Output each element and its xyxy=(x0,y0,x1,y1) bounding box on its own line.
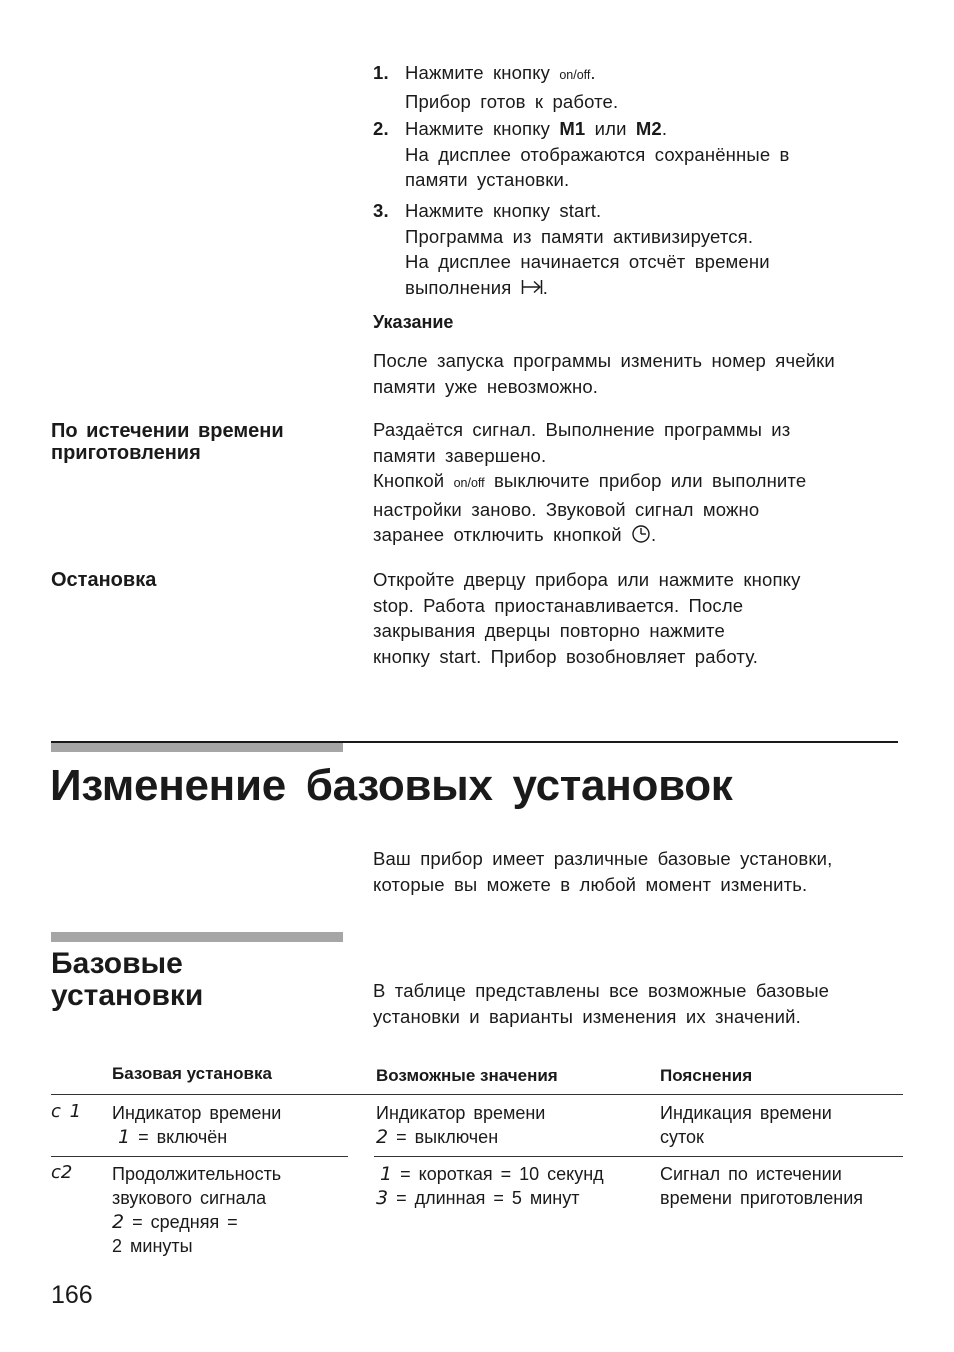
setting-cell xyxy=(112,1101,281,1149)
on-off-button-label: on/off xyxy=(453,476,485,490)
page-number: 166 xyxy=(51,1281,93,1309)
cell-line: звукового сигнала xyxy=(112,1188,267,1208)
cell-line: Индикация времени xyxy=(660,1103,832,1123)
paragraph-line xyxy=(373,468,913,497)
paragraph-text: . xyxy=(651,524,657,545)
column-header-setting: Базовая установка xyxy=(112,1064,272,1083)
value-code: 2 xyxy=(376,1126,389,1148)
after-time-heading xyxy=(51,420,284,464)
section-gray-bar xyxy=(51,742,343,752)
cell-text: = длинная = 5 минут xyxy=(396,1188,580,1208)
step-text: Нажмите кнопку xyxy=(405,62,551,83)
step-text: или xyxy=(594,118,627,139)
paragraph-line: кнопку start. Прибор возобновляет работу. xyxy=(373,645,759,667)
title-line: установки xyxy=(51,979,204,1012)
note-line: памяти уже невозможно. xyxy=(373,375,599,397)
section-title: Изменение базовых установок xyxy=(50,761,733,810)
explanation-cell xyxy=(660,1162,863,1210)
paragraph-line: установки и варианты изменения их значений. xyxy=(373,1005,801,1027)
paragraph-line: настройки заново. Звуковой сигнал можно xyxy=(373,498,760,520)
step-number: 1. xyxy=(373,62,389,83)
cell-line: суток xyxy=(660,1127,704,1147)
value-code: 3 xyxy=(376,1187,389,1209)
heading-line: приготовления xyxy=(51,442,201,464)
cell-text: = короткая = 10 секунд xyxy=(400,1164,604,1184)
paragraph-line: Откройте дверцу прибора или нажмите кнопку xyxy=(373,569,801,590)
step-line xyxy=(405,60,875,89)
cell-line xyxy=(112,1125,281,1149)
paragraph-line: stop. Работа приостанавливается. После xyxy=(373,594,744,616)
setting-code: c2 xyxy=(51,1162,73,1183)
end-time-icon xyxy=(521,277,543,303)
m2-button-label: M2 xyxy=(635,118,662,139)
paragraph-line xyxy=(373,522,913,551)
cell-line: времени приготовления xyxy=(660,1188,864,1208)
note-text xyxy=(373,348,913,399)
intro-text xyxy=(373,846,913,897)
step-line xyxy=(405,275,875,303)
setting-cell xyxy=(112,1162,281,1258)
step-line: Программа из памяти активизируется. xyxy=(405,225,754,247)
paragraph-line: Ваш прибор имеет различные базовые установки, xyxy=(373,848,833,869)
cell-line xyxy=(376,1125,545,1149)
column-header-explanation: Пояснения xyxy=(660,1066,753,1085)
subsection-text xyxy=(373,978,913,1029)
cell-line: 2 минуты xyxy=(112,1236,193,1256)
value-code: 2 xyxy=(112,1211,125,1233)
step-number: 2. xyxy=(373,118,389,139)
step-line xyxy=(405,116,875,142)
table-rule xyxy=(51,1094,903,1095)
subsection-gray-bar xyxy=(51,932,343,942)
explanation-cell xyxy=(660,1101,832,1149)
subsection-title xyxy=(51,948,203,1012)
paragraph-text: выключите прибор или выполните xyxy=(493,470,807,491)
setting-code: c 1 xyxy=(51,1101,82,1122)
cell-text: = средняя = xyxy=(132,1212,238,1232)
column-header-values: Возможные значения xyxy=(376,1066,558,1085)
paragraph-line: Раздаётся сигнал. Выполнение программы из xyxy=(373,419,791,440)
step-line: Прибор готов к работе. xyxy=(405,90,619,112)
table-rule xyxy=(51,1156,348,1157)
step-text: Нажмите кнопку xyxy=(405,118,551,139)
note-line: После запуска программы изменить номер ячейки xyxy=(373,350,835,371)
values-cell xyxy=(376,1162,604,1210)
paragraph-line: В таблице представлены все возможные базовые xyxy=(373,980,830,1001)
m1-button-label: M1 xyxy=(559,118,586,139)
step-text: . xyxy=(661,118,668,139)
after-time-text xyxy=(373,417,913,551)
step-text: выполнения xyxy=(405,276,512,298)
cell-line xyxy=(376,1186,604,1210)
step-text: . xyxy=(590,62,596,83)
paragraph-line: закрывания дверцы повторно нажмите xyxy=(373,620,725,641)
value-code: 1 xyxy=(380,1163,393,1185)
step-line: На дисплее начинается отсчёт времени xyxy=(405,251,770,272)
cell-text: = включён xyxy=(138,1127,228,1147)
on-off-button-label: on/off xyxy=(559,68,591,82)
stop-text xyxy=(373,567,913,669)
cell-line xyxy=(376,1162,604,1186)
paragraph-line: которые вы можете в любой момент изменить. xyxy=(373,873,808,895)
note-heading: Указание xyxy=(373,312,454,332)
step-number: 3. xyxy=(373,200,389,221)
paragraph-text: Кнопкой xyxy=(373,470,445,491)
heading-line: По истечении времени xyxy=(51,420,284,442)
step-line: На дисплее отображаются сохранённые в xyxy=(405,143,790,165)
value-code: 1 xyxy=(118,1126,131,1148)
cell-line: Сигнал по истечении xyxy=(660,1164,842,1184)
paragraph-line: памяти завершено. xyxy=(373,444,547,466)
cell-line: Индикатор времени xyxy=(376,1103,546,1123)
values-cell xyxy=(376,1101,545,1149)
cell-text: = выключен xyxy=(396,1127,499,1147)
title-line: Базовые xyxy=(51,947,183,980)
step-text: . xyxy=(542,276,548,298)
section-rule xyxy=(51,741,898,743)
clock-icon xyxy=(631,524,651,551)
step-line: памяти установки. xyxy=(405,169,570,190)
paragraph-text: заранее отключить кнопкой xyxy=(373,524,622,545)
step-line: Нажмите кнопку start. xyxy=(405,200,602,221)
cell-line xyxy=(112,1210,281,1234)
cell-line: Продолжительность xyxy=(112,1164,282,1184)
stop-heading: Остановка xyxy=(51,569,157,591)
table-rule xyxy=(374,1156,903,1157)
cell-line: Индикатор времени xyxy=(112,1103,282,1123)
